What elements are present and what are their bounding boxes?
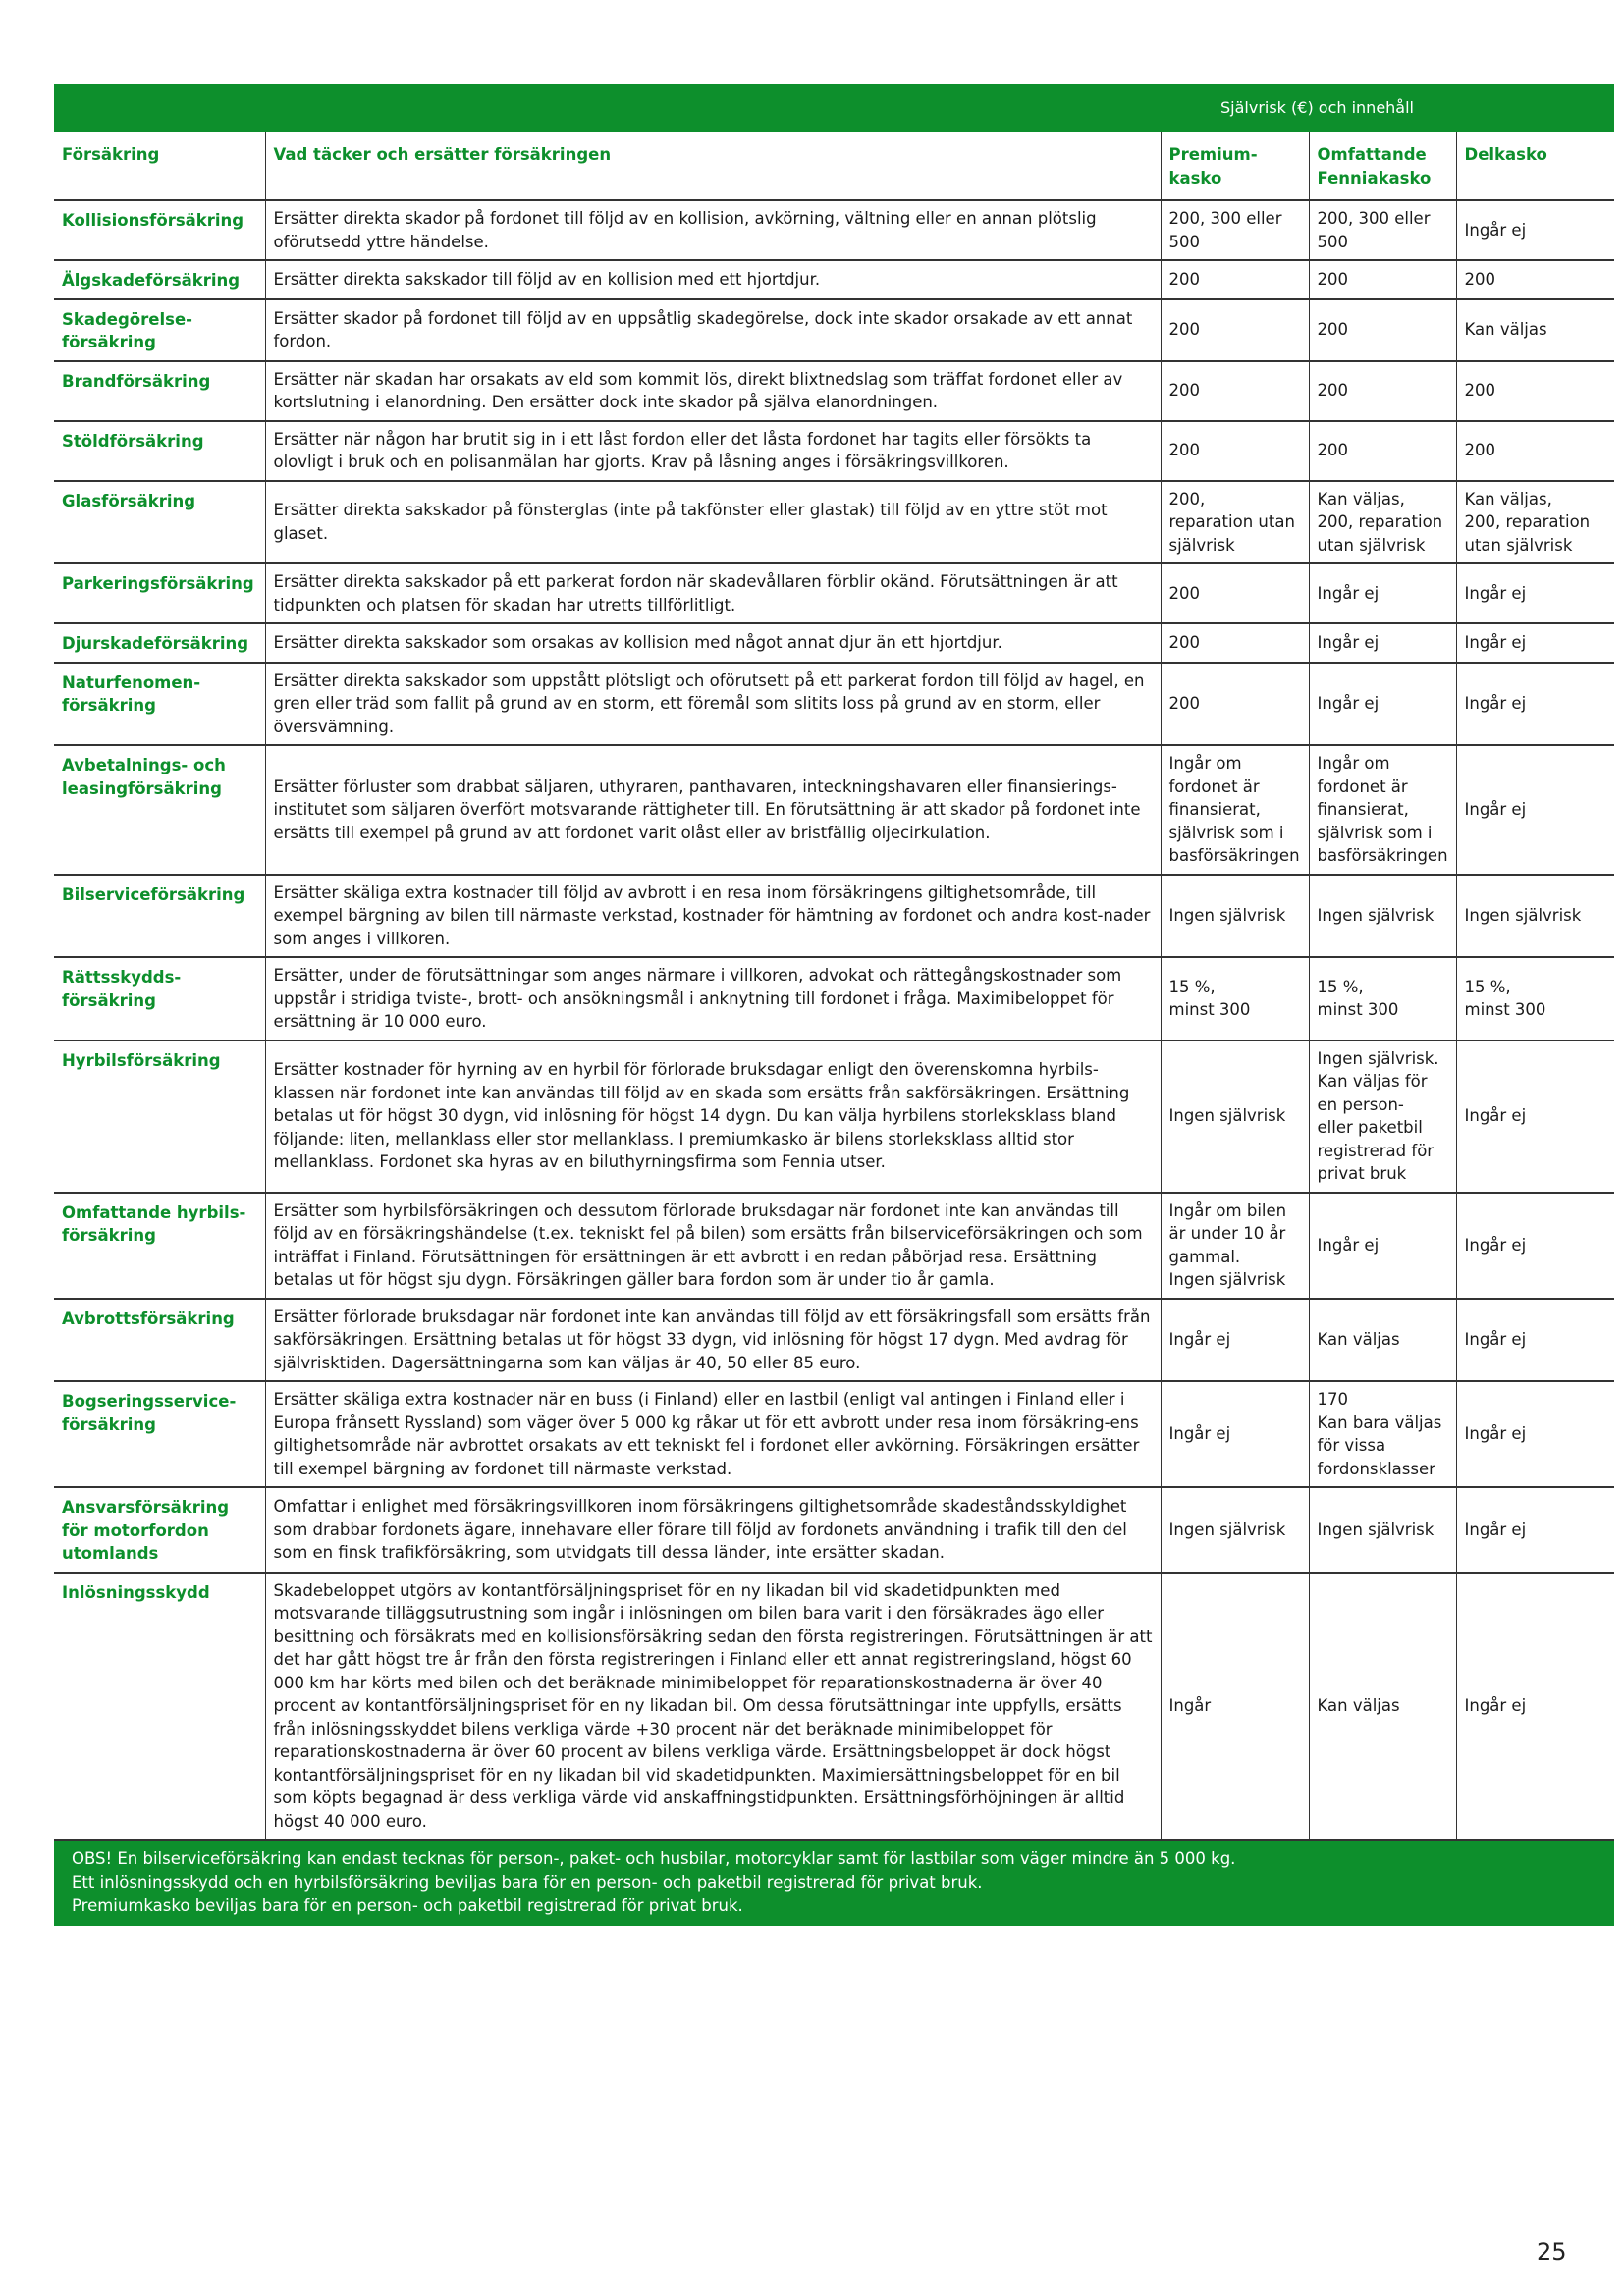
table-row xyxy=(54,260,1614,299)
insurance-name: Älgskadeförsäkring xyxy=(62,271,241,290)
coverage-description: Ersätter, under de förutsättningar som anges närmare i villkoren, advokat och rättegångskostnader som uppstår i stridiga tviste-, brott- och ansökningsmål i anknytning till fordonet i fråga. Maximibeloppet för ersättning är 10 000 euro. xyxy=(265,957,1161,1041)
coverage-description: Ersätter kostnader för hyrning av en hyrbil för förlorade bruksdagar enligt den överenskomna hyrbils-klassen när fordonet inte kan användas till följd av en skada som ersätts från sakförsäkringen. Ersättning betalas ut för högst 30 dygn, vid inlösning för högst 14 dygn. Du kan välja hyrbilens storleksklass bland följande: liten, mellanklass eller stor mellanklass. I premiumkasko är bilens storleksklass alltid stor mellanklass. Fordonet ska hyras av en biluthyrningsfirma som Fennia utser. xyxy=(265,1041,1161,1193)
omfattande-value: Kan väljas, 200, reparation utan självrisk xyxy=(1309,481,1456,564)
insurance-name: Hyrbilsförsäkring xyxy=(62,1050,221,1070)
header-coverage: Vad täcker och ersätter försäkringen xyxy=(265,132,1161,200)
table-header-row xyxy=(54,132,1614,200)
coverage-description: Ersätter direkta skador på fordonet till följd av en kollision, avkörning, vältning eller en annan plötslig oförutsedd yttre händelse. xyxy=(265,200,1161,260)
omfattande-value: Ingår om fordonet är finansierat, självrisk som i basförsäkringen xyxy=(1309,745,1456,875)
page-number: 25 xyxy=(1537,2238,1567,2266)
omfattande-value: 200, 300 eller 500 xyxy=(1309,200,1456,260)
table-row xyxy=(54,1381,1614,1487)
coverage-description: Ersätter förlorade bruksdagar när fordonet inte kan användas till följd av ett försäkringsfall som ersätts från sakförsäkringen. Ersättning betalas ut för högst 33 dygn, vid inlösning för högst 17 dygn. Med avdrag för självrisktiden. Dagersättningarna som kan väljas är 40, 50 eller 85 euro. xyxy=(265,1299,1161,1382)
table-row xyxy=(54,481,1614,564)
header-delkasko: Delkasko xyxy=(1456,132,1614,200)
premiumkasko-value: 200, reparation utan självrisk xyxy=(1161,481,1309,564)
coverage-description: Ersätter direkta sakskador som uppstått plötsligt och oförutsett på ett parkerat fordon till följd av hagel, en gren eller träd som fallit på grund av en storm, ett föremål som slitits loss på grund av en storm, eller översvämning. xyxy=(265,663,1161,746)
insurance-name: Brandförsäkring xyxy=(62,371,211,391)
insurance-name: Glasförsäkring xyxy=(62,491,196,510)
delkasko-value: Kan väljas, 200, reparation utan självrisk xyxy=(1456,481,1614,564)
omfattande-value: 200 xyxy=(1309,299,1456,361)
insurance-name: Avbetalnings- och leasingförsäkring xyxy=(62,756,226,798)
insurance-name: Rättsskydds- försäkring xyxy=(62,968,182,1010)
delkasko-value: 15 %, minst 300 xyxy=(1456,957,1614,1041)
omfattande-value: Ingen självrisk. Kan väljas för en person- eller paketbil registrerad för privat bruk xyxy=(1309,1041,1456,1193)
delkasko-value: 200 xyxy=(1456,260,1614,299)
premiumkasko-value: 15 %, minst 300 xyxy=(1161,957,1309,1041)
delkasko-value: Ingår ej xyxy=(1456,1487,1614,1573)
omfattande-value: Ingår ej xyxy=(1309,563,1456,623)
table-row xyxy=(54,361,1614,421)
table-row xyxy=(54,875,1614,958)
coverage-description: Ersätter skäliga extra kostnader när en buss (i Finland) eller en lastbil (enligt val antingen i Finland eller i Europa frånsett Ryssland) som väger över 5 000 kg råkar ut för ett avbrott under resa inom försäkring-ens giltighetsområde när avbrottet orsakats av ett tekniskt fel i fordonet eller avkörning. Försäkringen ersätter till exempel bärgning av fordonet till närmaste verkstad. xyxy=(265,1381,1161,1487)
coverage-description: Omfattar i enlighet med försäkringsvillkoren inom försäkringens giltighetsområde skadeståndsskyldighet som drabbar fordonets ägare, innehavare eller förare till följd av fordonets användning i trafik till den del som en finsk trafikförsäkring, som utvidgats till dessa länder, inte ersätter skadan. xyxy=(265,1487,1161,1573)
table-row xyxy=(54,663,1614,746)
header-insurance: Försäkring xyxy=(62,145,160,164)
table-row xyxy=(54,299,1614,361)
note-line-3: Premiumkasko beviljas bara för en person- och paketbil registrerad för privat bruk. xyxy=(72,1896,743,1915)
delkasko-value: 200 xyxy=(1456,421,1614,481)
delkasko-value: Kan väljas xyxy=(1456,299,1614,361)
delkasko-value: Ingår ej xyxy=(1456,200,1614,260)
delkasko-value: Ingår ej xyxy=(1456,1041,1614,1193)
table-row xyxy=(54,1299,1614,1382)
delkasko-value: Ingår ej xyxy=(1456,1193,1614,1299)
insurance-name: Inlösningsskydd xyxy=(62,1582,210,1602)
insurance-name: Ansvarsförsäkring för motorfordon utomlands xyxy=(62,1498,230,1563)
insurance-name: Kollisionsförsäkring xyxy=(62,211,244,230)
premiumkasko-value: 200 xyxy=(1161,361,1309,421)
premiumkasko-value: 200 xyxy=(1161,563,1309,623)
omfattande-value: 15 %, minst 300 xyxy=(1309,957,1456,1041)
premiumkasko-value: Ingår xyxy=(1161,1573,1309,1841)
delkasko-value: Ingår ej xyxy=(1456,745,1614,875)
omfattande-value: 200 xyxy=(1309,361,1456,421)
insurance-name: Parkeringsförsäkring xyxy=(62,574,254,593)
omfattande-value: Kan väljas xyxy=(1309,1299,1456,1382)
coverage-description: Ersätter när någon har brutit sig in i ett låst fordon eller det låsta fordonet har tagits eller försökts ta olovligt i bruk och en polisanmälan har gjorts. Krav på låsning anges i försäkringsvillkoren. xyxy=(265,421,1161,481)
coverage-description: Ersätter när skadan har orsakats av eld som kommit lös, direkt blixtnedslag som träffat fordonet eller av kortslutning i elanordning. Den ersätter dock inte skador på själva elanordningen. xyxy=(265,361,1161,421)
omfattande-value: 200 xyxy=(1309,421,1456,481)
premiumkasko-value: 200 xyxy=(1161,663,1309,746)
insurance-name: Skadegörelse- försäkring xyxy=(62,309,192,351)
insurance-name: Stöldförsäkring xyxy=(62,431,204,451)
insurance-name: Djurskadeförsäkring xyxy=(62,634,249,653)
premiumkasko-value: Ingår ej xyxy=(1161,1299,1309,1382)
coverage-description: Skadebeloppet utgörs av kontantförsäljningspriset för en ny likadan bil vid skadetidpunkten med motsvarande tilläggsutrustning som ingår i inlösningen om bilen bara varit i den försäkrades ägo eller besittning och försäkrats med en kollisionsförsäkring sedan den första registreringen. Förutsättningen är att det har gått högst tre år från den första registreringen i Finland eller ett annat registreringsland, högst 60 000 km har körts med bilen och det beräknade minimibeloppet för reparationskostnaderna är över 40 procent av kontantförsäljningspriset för en ny likadan bil. Om dessa förutsättningar inte uppfylls, ersätts från inlösningsskyddet bilens verkliga värde +30 procent när det beräknade minimibeloppet för reparationskostnaderna är över 60 procent av bilens verkliga värde. Ersättningsbeloppet är dock högst kontantförsäljningspriset för en ny likadan bil vid skadetidpunkten. Maximiersättningsbeloppet för en bil som köpts begagnad är dess verkliga värde vid anskaffningstidpunkten. Ersättningsförhöjningen är alltid högst 40 000 euro. xyxy=(265,1573,1161,1841)
delkasko-value: Ingår ej xyxy=(1456,623,1614,663)
premiumkasko-value: 200 xyxy=(1161,421,1309,481)
coverage-description: Ersätter direkta sakskador på fönsterglas (inte på takfönster eller glastak) till följd av en yttre stöt mot glaset. xyxy=(265,481,1161,564)
omfattande-value: 200 xyxy=(1309,260,1456,299)
table-row xyxy=(54,1041,1614,1193)
coverage-description: Ersätter skador på fordonet till följd av en uppsåtlig skadegörelse, dock inte skador orsakade av ett annat fordon. xyxy=(265,299,1161,361)
table-caption-band xyxy=(54,84,1614,132)
coverage-description: Ersätter direkta sakskador till följd av en kollision med ett hjortdjur. xyxy=(265,260,1161,299)
premiumkasko-value: Ingen självrisk xyxy=(1161,1487,1309,1573)
header-omfattande-fenniakasko: Omfattande Fenniakasko xyxy=(1309,132,1456,200)
coverage-description: Ersätter direkta sakskador som orsakas av kollision med något annat djur än ett hjortdjur. xyxy=(265,623,1161,663)
insurance-name: Avbrottsförsäkring xyxy=(62,1308,235,1328)
table-row xyxy=(54,1487,1614,1573)
premiumkasko-value: Ingår ej xyxy=(1161,1381,1309,1487)
premiumkasko-value: Ingen självrisk xyxy=(1161,1041,1309,1193)
delkasko-value: Ingen självrisk xyxy=(1456,875,1614,958)
table-row xyxy=(54,623,1614,663)
omfattande-value: Kan väljas xyxy=(1309,1573,1456,1841)
insurance-table xyxy=(54,132,1614,1841)
omfattande-value: Ingår ej xyxy=(1309,623,1456,663)
coverage-description: Ersätter skäliga extra kostnader till följd av avbrott i en resa inom försäkringens giltighetsområde, till exempel bärgning av bilen till närmaste verkstad, kostnader för hämtning av fordonet och andra kost-nader som anges i villkoren. xyxy=(265,875,1161,958)
coverage-description: Ersätter som hyrbilsförsäkringen och dessutom förlorade bruksdagar när fordonet inte kan användas till följd av en försäkringshändelse (t.ex. tekniskt fel på bilen) som ersätts från bilserviceförsäkringen och som inträffat i Finland. Förutsättningen för ersättningen är ett avbrott i en redan påbörjad resa. Ersättning betalas ut för högst sju dygn. Försäkringen gäller bara fordon som är under tio år gamla. xyxy=(265,1193,1161,1299)
omfattande-value: Ingår ej xyxy=(1309,1193,1456,1299)
table-row xyxy=(54,1573,1614,1841)
coverage-description: Ersätter direkta sakskador på ett parkerat fordon när skadevållaren förblir okänd. Förutsättningen är att tidpunkten och platsen för skadan har utretts tillförlitligt. xyxy=(265,563,1161,623)
premiumkasko-value: 200, 300 eller 500 xyxy=(1161,200,1309,260)
premiumkasko-value: Ingår om bilen är under 10 år gammal. Ingen självrisk xyxy=(1161,1193,1309,1299)
table-row xyxy=(54,421,1614,481)
insurance-page xyxy=(54,84,1614,1926)
premiumkasko-value: Ingår om fordonet är finansierat, självrisk som i basförsäkringen xyxy=(1161,745,1309,875)
note-line-2: Ett inlösningsskydd och en hyrbilsförsäkring beviljas bara för en person- och paketbil registrerad för privat bruk. xyxy=(72,1873,983,1892)
omfattande-value: 170 Kan bara väljas för vissa fordonsklasser xyxy=(1309,1381,1456,1487)
premiumkasko-value: Ingen självrisk xyxy=(1161,875,1309,958)
table-row xyxy=(54,200,1614,260)
premiumkasko-value: 200 xyxy=(1161,299,1309,361)
obs-note xyxy=(54,1841,1614,1926)
omfattande-value: Ingår ej xyxy=(1309,663,1456,746)
omfattande-value: Ingen självrisk xyxy=(1309,1487,1456,1573)
insurance-name: Bogseringsservice- försäkring xyxy=(62,1392,237,1434)
insurance-name: Omfattande hyrbils- försäkring xyxy=(62,1202,246,1245)
table-row xyxy=(54,1193,1614,1299)
premiumkasko-value: 200 xyxy=(1161,260,1309,299)
insurance-name: Naturfenomen- försäkring xyxy=(62,672,201,715)
header-premiumkasko: Premium- kasko xyxy=(1161,132,1309,200)
delkasko-value: Ingår ej xyxy=(1456,1381,1614,1487)
premiumkasko-value: 200 xyxy=(1161,623,1309,663)
insurance-name: Bilserviceförsäkring xyxy=(62,884,245,904)
table-row xyxy=(54,745,1614,875)
table-row xyxy=(54,957,1614,1041)
coverage-description: Ersätter förluster som drabbat säljaren, uthyraren, panthavaren, inteckningshavaren eller finansierings-institutet som säljaren överfört motsvarande rättigheter till. En förutsättning är att skador på fordonet inte ersätts till exempel på grund av att fordonet varit olåst eller av bristfällig oljecirkulation. xyxy=(265,745,1161,875)
omfattande-value: Ingen självrisk xyxy=(1309,875,1456,958)
delkasko-value: Ingår ej xyxy=(1456,1573,1614,1841)
delkasko-value: Ingår ej xyxy=(1456,1299,1614,1382)
deductible-caption: Självrisk (€) och innehåll xyxy=(1220,98,1414,117)
table-row xyxy=(54,563,1614,623)
note-line-1: OBS! En bilserviceförsäkring kan endast tecknas för person-, paket- och husbilar, motorcyklar samt för lastbilar som väger mindre än 5 000 kg. xyxy=(72,1849,1236,1868)
delkasko-value: Ingår ej xyxy=(1456,663,1614,746)
delkasko-value: 200 xyxy=(1456,361,1614,421)
delkasko-value: Ingår ej xyxy=(1456,563,1614,623)
